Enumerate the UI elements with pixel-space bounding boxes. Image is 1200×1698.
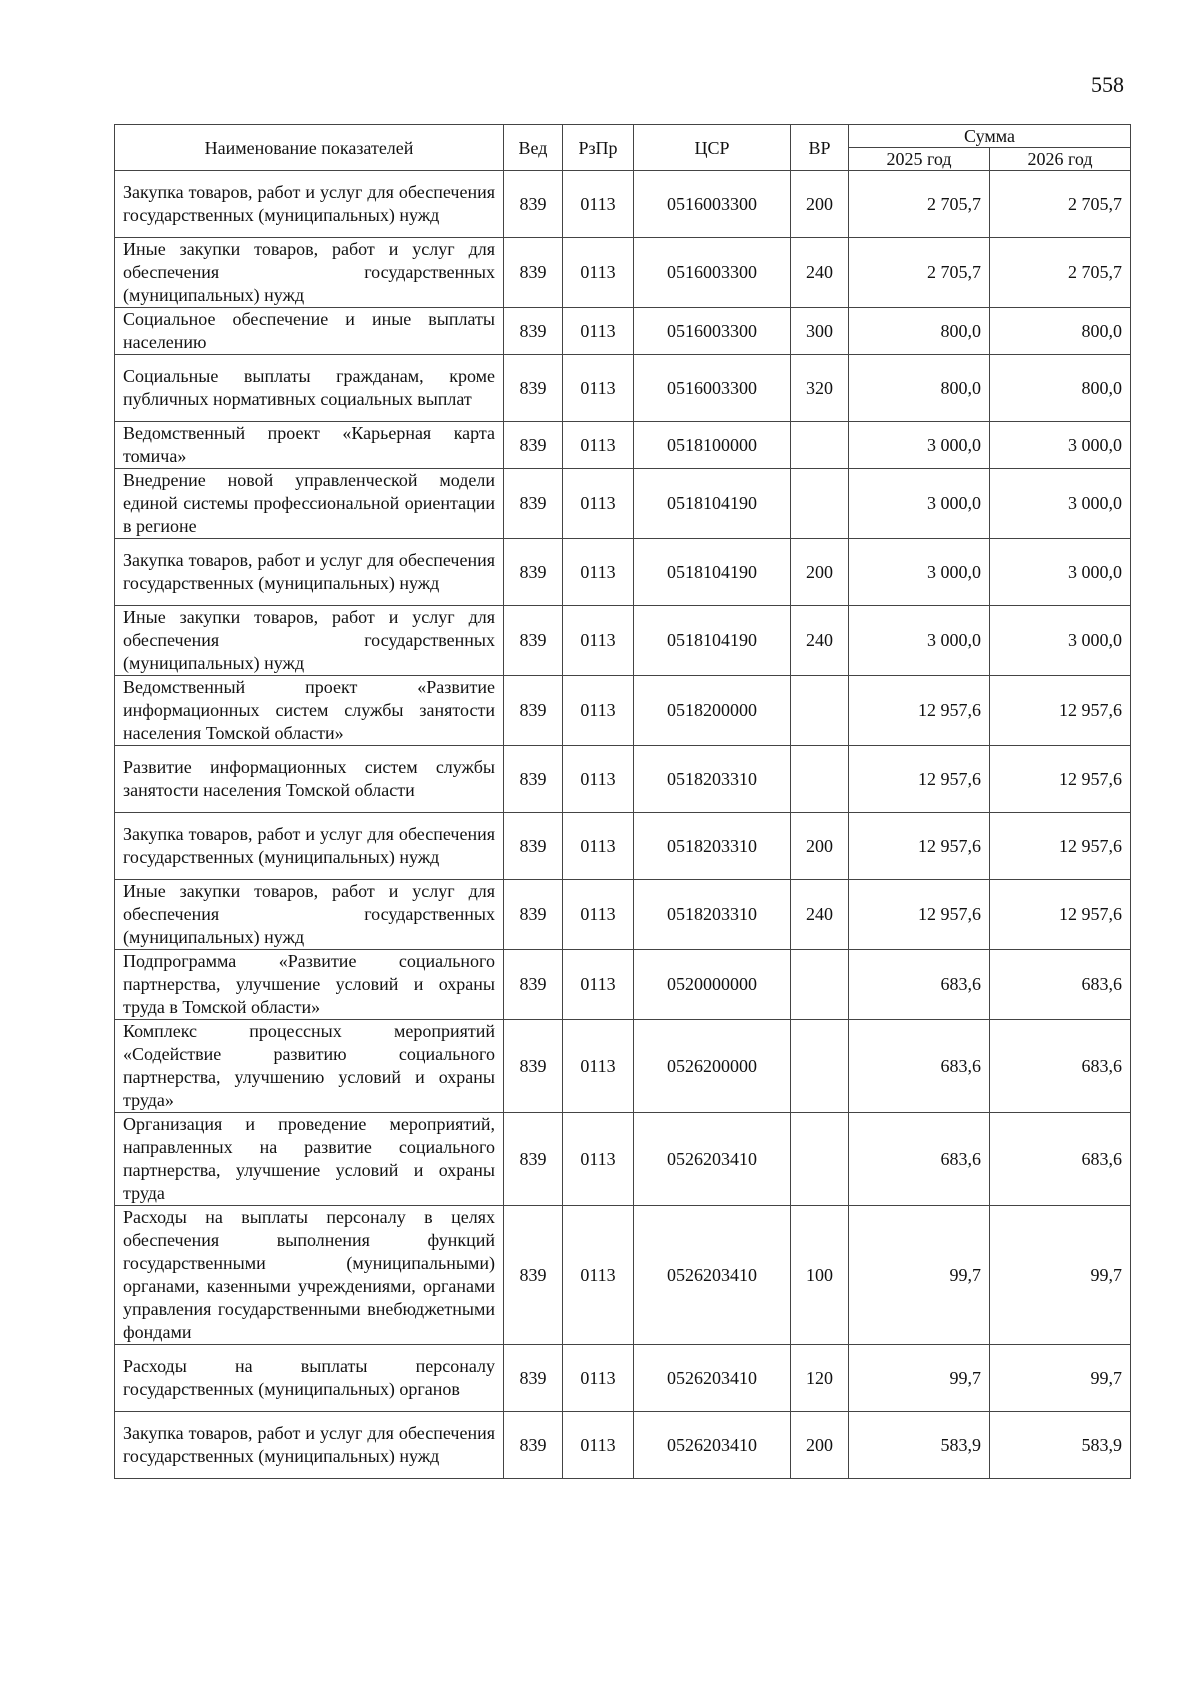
row-csr: 0518104190 [634, 539, 791, 606]
row-name: Социальные выплаты гражданам, кроме публичных нормативных социальных выплат [115, 355, 504, 422]
row-rzpr: 0113 [563, 813, 634, 880]
row-amount-2026: 683,6 [990, 1020, 1131, 1113]
row-amount-2026: 3 000,0 [990, 606, 1131, 676]
table-row [115, 308, 1131, 355]
row-ved: 839 [504, 746, 563, 813]
row-vr [791, 746, 849, 813]
row-vr [791, 469, 849, 539]
row-ved: 839 [504, 950, 563, 1020]
row-amount-2026: 3 000,0 [990, 539, 1131, 606]
row-ved: 839 [504, 880, 563, 950]
row-vr: 100 [791, 1206, 849, 1345]
table-row [115, 1345, 1131, 1412]
row-ved: 839 [504, 1345, 563, 1412]
row-ved: 839 [504, 1206, 563, 1345]
row-amount-2026: 12 957,6 [990, 676, 1131, 746]
row-amount-2025: 3 000,0 [849, 469, 990, 539]
row-amount-2025: 3 000,0 [849, 539, 990, 606]
row-amount-2025: 3 000,0 [849, 422, 990, 469]
row-vr: 120 [791, 1345, 849, 1412]
row-name: Расходы на выплаты персоналу в целях обеспечения выполнения функций государственными (муниципальными) органами, казенными учреждениями, органами управления государственными внебюджетными фондами [115, 1206, 504, 1345]
row-name: Внедрение новой управленческой модели единой системы профессиональной ориентации в регионе [115, 469, 504, 539]
table-row [115, 1412, 1131, 1479]
row-vr [791, 676, 849, 746]
row-amount-2026: 2 705,7 [990, 238, 1131, 308]
row-vr: 240 [791, 880, 849, 950]
row-name: Развитие информационных систем службы занятости населения Томской области [115, 746, 504, 813]
row-vr [791, 422, 849, 469]
row-rzpr: 0113 [563, 238, 634, 308]
row-vr: 320 [791, 355, 849, 422]
row-ved: 839 [504, 813, 563, 880]
row-rzpr: 0113 [563, 171, 634, 238]
row-amount-2025: 800,0 [849, 308, 990, 355]
table-row [115, 676, 1131, 746]
row-amount-2025: 2 705,7 [849, 238, 990, 308]
row-name: Закупка товаров, работ и услуг для обеспечения государственных (муниципальных) нужд [115, 539, 504, 606]
row-amount-2025: 12 957,6 [849, 676, 990, 746]
row-vr [791, 1113, 849, 1206]
row-amount-2026: 12 957,6 [990, 880, 1131, 950]
row-amount-2026: 583,9 [990, 1412, 1131, 1479]
table-row [115, 1206, 1131, 1345]
row-csr: 0526203410 [634, 1206, 791, 1345]
table-row [115, 539, 1131, 606]
row-rzpr: 0113 [563, 880, 634, 950]
row-ved: 839 [504, 1020, 563, 1113]
row-rzpr: 0113 [563, 1113, 634, 1206]
row-csr: 0516003300 [634, 238, 791, 308]
row-name: Закупка товаров, работ и услуг для обеспечения государственных (муниципальных) нужд [115, 171, 504, 238]
row-name: Организация и проведение мероприятий, направленных на развитие социального партнерства, улучшение условий и охраны труда [115, 1113, 504, 1206]
table-row [115, 238, 1131, 308]
row-rzpr: 0113 [563, 422, 634, 469]
row-rzpr: 0113 [563, 746, 634, 813]
row-csr: 0518104190 [634, 469, 791, 539]
row-name: Закупка товаров, работ и услуг для обеспечения государственных (муниципальных) нужд [115, 1412, 504, 1479]
row-csr: 0516003300 [634, 308, 791, 355]
row-amount-2026: 683,6 [990, 950, 1131, 1020]
row-vr: 240 [791, 606, 849, 676]
row-vr: 300 [791, 308, 849, 355]
table-row [115, 813, 1131, 880]
row-rzpr: 0113 [563, 1345, 634, 1412]
row-ved: 839 [504, 238, 563, 308]
row-rzpr: 0113 [563, 676, 634, 746]
row-name: Расходы на выплаты персоналу государственных (муниципальных) органов [115, 1345, 504, 1412]
row-rzpr: 0113 [563, 950, 634, 1020]
row-name: Ведомственный проект «Развитие информационных систем службы занятости населения Томской области» [115, 676, 504, 746]
row-vr: 200 [791, 813, 849, 880]
row-vr: 200 [791, 539, 849, 606]
row-ved: 839 [504, 606, 563, 676]
row-csr: 0526203410 [634, 1113, 791, 1206]
row-csr: 0518100000 [634, 422, 791, 469]
row-vr: 240 [791, 238, 849, 308]
header-2025: 2025 год [849, 148, 990, 171]
table-row [115, 950, 1131, 1020]
row-csr: 0526203410 [634, 1345, 791, 1412]
row-ved: 839 [504, 676, 563, 746]
row-csr: 0518203310 [634, 746, 791, 813]
row-rzpr: 0113 [563, 1020, 634, 1113]
table-row [115, 355, 1131, 422]
row-amount-2026: 99,7 [990, 1345, 1131, 1412]
row-ved: 839 [504, 355, 563, 422]
row-name: Иные закупки товаров, работ и услуг для обеспечения государственных (муниципальных) нужд [115, 880, 504, 950]
header-rzpr: РзПр [563, 125, 634, 171]
header-sum: Сумма [849, 125, 1131, 148]
row-vr [791, 950, 849, 1020]
row-csr: 0516003300 [634, 355, 791, 422]
row-name: Иные закупки товаров, работ и услуг для обеспечения государственных (муниципальных) нужд [115, 606, 504, 676]
row-name: Социальное обеспечение и иные выплаты населению [115, 308, 504, 355]
row-amount-2025: 99,7 [849, 1345, 990, 1412]
row-ved: 839 [504, 422, 563, 469]
row-csr: 0518200000 [634, 676, 791, 746]
budget-table [114, 124, 1131, 1479]
table-row [115, 171, 1131, 238]
row-name: Ведомственный проект «Карьерная карта томича» [115, 422, 504, 469]
row-amount-2025: 12 957,6 [849, 746, 990, 813]
row-rzpr: 0113 [563, 1206, 634, 1345]
table-row [115, 1113, 1131, 1206]
row-amount-2025: 683,6 [849, 1113, 990, 1206]
row-ved: 839 [504, 1412, 563, 1479]
row-amount-2025: 800,0 [849, 355, 990, 422]
table-row [115, 880, 1131, 950]
row-amount-2026: 683,6 [990, 1113, 1131, 1206]
table-row [115, 469, 1131, 539]
table-row [115, 422, 1131, 469]
row-csr: 0520000000 [634, 950, 791, 1020]
row-ved: 839 [504, 539, 563, 606]
row-csr: 0526200000 [634, 1020, 791, 1113]
row-name: Закупка товаров, работ и услуг для обеспечения государственных (муниципальных) нужд [115, 813, 504, 880]
row-csr: 0518203310 [634, 813, 791, 880]
row-amount-2026: 12 957,6 [990, 813, 1131, 880]
page-number: 558 [1091, 72, 1124, 97]
row-amount-2026: 3 000,0 [990, 469, 1131, 539]
row-rzpr: 0113 [563, 308, 634, 355]
table-row [115, 606, 1131, 676]
row-amount-2026: 3 000,0 [990, 422, 1131, 469]
row-csr: 0518104190 [634, 606, 791, 676]
row-amount-2026: 12 957,6 [990, 746, 1131, 813]
row-name: Комплекс процессных мероприятий «Содействие развитию социального партнерства, улучшению условий и охраны труда» [115, 1020, 504, 1113]
header-csr: ЦСР [634, 125, 791, 171]
table-row [115, 1020, 1131, 1113]
row-amount-2025: 583,9 [849, 1412, 990, 1479]
row-vr: 200 [791, 1412, 849, 1479]
row-name: Иные закупки товаров, работ и услуг для обеспечения государственных (муниципальных) нужд [115, 238, 504, 308]
header-name: Наименование показателей [115, 125, 504, 171]
row-rzpr: 0113 [563, 606, 634, 676]
row-ved: 839 [504, 308, 563, 355]
row-amount-2026: 2 705,7 [990, 171, 1131, 238]
row-amount-2025: 12 957,6 [849, 880, 990, 950]
row-amount-2025: 3 000,0 [849, 606, 990, 676]
header-vr: ВР [791, 125, 849, 171]
row-csr: 0526203410 [634, 1412, 791, 1479]
row-rzpr: 0113 [563, 355, 634, 422]
row-amount-2026: 800,0 [990, 308, 1131, 355]
row-vr [791, 1020, 849, 1113]
header-ved: Вед [504, 125, 563, 171]
row-rzpr: 0113 [563, 539, 634, 606]
row-amount-2025: 2 705,7 [849, 171, 990, 238]
row-csr: 0518203310 [634, 880, 791, 950]
row-amount-2025: 99,7 [849, 1206, 990, 1345]
row-rzpr: 0113 [563, 469, 634, 539]
row-ved: 839 [504, 171, 563, 238]
row-csr: 0516003300 [634, 171, 791, 238]
row-amount-2025: 683,6 [849, 950, 990, 1020]
row-amount-2026: 800,0 [990, 355, 1131, 422]
header-2026: 2026 год [990, 148, 1131, 171]
row-rzpr: 0113 [563, 1412, 634, 1479]
row-ved: 839 [504, 1113, 563, 1206]
row-amount-2026: 99,7 [990, 1206, 1131, 1345]
row-amount-2025: 12 957,6 [849, 813, 990, 880]
table-row [115, 746, 1131, 813]
row-name: Подпрограмма «Развитие социального партнерства, улучшение условий и охраны труда в Томской области» [115, 950, 504, 1020]
row-vr: 200 [791, 171, 849, 238]
row-amount-2025: 683,6 [849, 1020, 990, 1113]
row-ved: 839 [504, 469, 563, 539]
